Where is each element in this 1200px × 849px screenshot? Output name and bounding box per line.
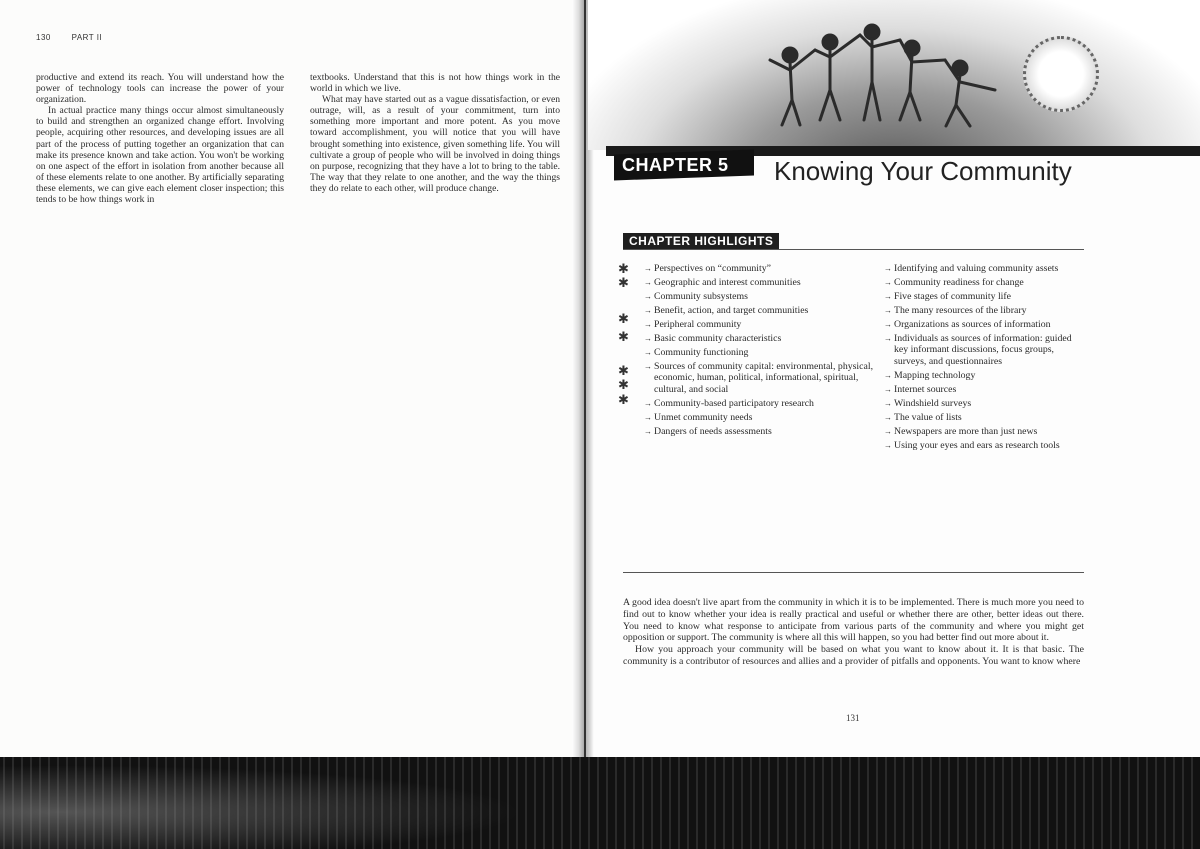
list-item: → Individuals as sources of information: guided key informant discussions, focus groups, surveys, and questionnaires bbox=[884, 333, 1084, 367]
list-item: → Peripheral community bbox=[644, 319, 879, 330]
list-item: → Using your eyes and ears as research tools bbox=[884, 440, 1084, 451]
list-item: → Newspapers are more than just news bbox=[884, 426, 1084, 437]
pen-mark-icon: ✱ bbox=[618, 330, 629, 345]
gutter-line bbox=[584, 0, 586, 760]
chapter-intro bbox=[623, 597, 1084, 668]
paragraph: In actual practice many things occur almost simultaneously to build and strengthen an organized change effort. Involving people, acquiring other resources, and developing issues are all part of the process of putting together an organization that can make its presence known and take action. You won't be working on one aspect of the effort in isolation from another because all of these elements relate to one another. By artificially separating these elements, we can give each element closer inspection; this tends to be how things work in bbox=[36, 105, 284, 206]
chapter-title: Knowing Your Community bbox=[774, 156, 1072, 186]
list-item: → Mapping technology bbox=[884, 370, 1084, 381]
paragraph: What may have started out as a vague dissatisfaction, or even outrage, will, as a result of your commitment, turn into something more important and more potent. As you move toward accomplishment, you will notice that you will have brought something into existence, given something life. You will cultivate a group of people who will be involved in doing things on purpose, recognizing that they have a lot to bring to the table. The way that they relate to one another, and the way the things they do relate to each other, will produce change. bbox=[310, 94, 560, 194]
pen-mark-icon: ✱ bbox=[618, 262, 629, 277]
paragraph: A good idea doesn't live apart from the community in which it is to be implemented. There is much more you need to find out to know whether your idea is really practical and useful or whether there are other, better ideas out there. You need to know what response to anticipate from various parts of the community and where you might get opposition or support. The community is where all this will happen, so you had better find out more about it. bbox=[623, 597, 1084, 644]
highlights-left-list bbox=[644, 263, 879, 440]
left-page-number: 130 bbox=[36, 33, 51, 42]
left-column-1 bbox=[36, 72, 284, 205]
pen-mark-icon: ✱ bbox=[618, 378, 629, 393]
paragraph: productive and extend its reach. You will understand how the power of technology tools can increase the power of your organization. bbox=[36, 72, 284, 106]
running-head: PART II bbox=[71, 33, 103, 42]
chapter-label: CHAPTER 5 bbox=[622, 155, 729, 175]
paragraph: textbooks. Understand that this is not how things work in the world in which we live. bbox=[310, 72, 560, 95]
list-item: → Perspectives on “community” bbox=[644, 263, 879, 274]
highlights-bottom-rule bbox=[623, 572, 1084, 573]
list-item: → The value of lists bbox=[884, 412, 1084, 423]
list-item: → Dangers of needs assessments bbox=[644, 426, 879, 437]
list-item: → Identifying and valuing community assets bbox=[884, 263, 1084, 274]
list-item: → Basic community characteristics bbox=[644, 333, 879, 344]
list-item: → Community readiness for change bbox=[884, 277, 1084, 288]
pen-mark-icon: ✱ bbox=[618, 276, 629, 291]
left-running-header bbox=[36, 33, 102, 42]
people-holding-hands-illustration bbox=[760, 20, 1020, 130]
list-item: → Community functioning bbox=[644, 347, 879, 358]
paragraph: How you approach your community will be based on what you want to know about it. It is that basic. The community is a contributor of resources and allies and a provider of pitfalls and opponents. You want to know where bbox=[623, 644, 1084, 667]
list-item: → Windshield surveys bbox=[884, 398, 1084, 409]
pen-mark-icon: ✱ bbox=[618, 364, 629, 379]
list-item: → Five stages of community life bbox=[884, 291, 1084, 302]
list-item: → Geographic and interest communities bbox=[644, 277, 879, 288]
sun-illustration bbox=[1023, 36, 1099, 112]
highlights-top-rule bbox=[623, 249, 1084, 250]
list-item: → Unmet community needs bbox=[644, 412, 879, 423]
list-item: → Sources of community capital: environmental, physical, economic, human, political, informational, spiritual, cultural, and social bbox=[644, 361, 879, 395]
left-column-2 bbox=[310, 72, 560, 194]
list-item: → Community subsystems bbox=[644, 291, 879, 302]
right-page-number: 131 bbox=[846, 713, 860, 723]
pen-mark-icon: ✱ bbox=[618, 312, 629, 327]
list-item: → The many resources of the library bbox=[884, 305, 1084, 316]
list-item: → Internet sources bbox=[884, 384, 1084, 395]
list-item: → Community-based participatory research bbox=[644, 398, 879, 409]
highlights-right-list bbox=[884, 263, 1084, 454]
highlights-heading: CHAPTER HIGHLIGHTS bbox=[623, 233, 779, 249]
pen-mark-icon: ✱ bbox=[618, 393, 629, 408]
list-item: → Organizations as sources of information bbox=[884, 319, 1084, 330]
scanner-shadow bbox=[0, 757, 1200, 849]
list-item: → Benefit, action, and target communities bbox=[644, 305, 879, 316]
